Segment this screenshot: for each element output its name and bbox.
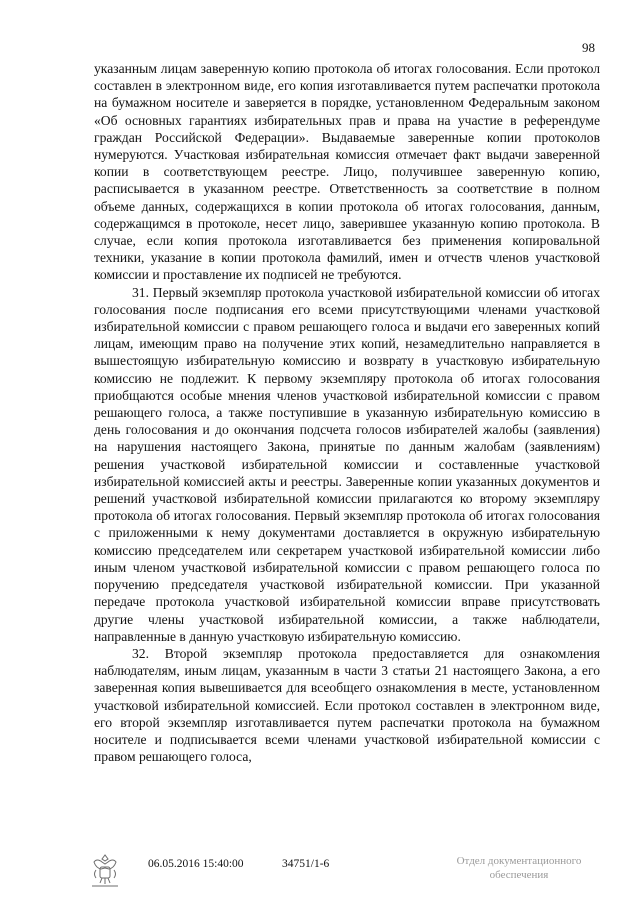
footer-datetime: 06.05.2016 15:40:00 bbox=[148, 858, 244, 870]
document-body bbox=[94, 60, 600, 765]
page-number: 98 bbox=[582, 40, 595, 55]
department-line-2: обеспечения bbox=[489, 869, 549, 881]
paragraph-32: 32. Второй экземпляр протокола предоставляется для ознакомления наблюдателям, иным лицам, указанным в части 3 статьи 21 настоящего Закона, а его заверенная копия вывешивается для всеобщего ознакомления в месте, установленном участковой избирательной комиссией. Если протокол составлен в электронном виде, его второй экземпляр изготавливается путем распечатки протокола на бумажном носителе и подписывается всеми членами участковой избирательной комиссии с правом решающего голоса, bbox=[94, 645, 600, 765]
department-line-1: Отдел документационного bbox=[456, 855, 582, 867]
paragraph-31: 31. Первый экземпляр протокола участковой избирательной комиссии об итогах голосования после подписания его всеми присутствующими членами участковой избирательной комиссии с правом решающего голоса и выдачи его заверенных копий лицам, имеющим право на получение этих копий, незамедлительно направляется в вышестоящую избирательную комиссию и возврату в участковую избирательную комиссию не подлежит. К первому экземпляру протокола об итогах голосования приобщаются особые мнения членов участковой избирательной комиссии с правом решающего голоса, а также поступившие в указанную избирательную комиссию в день голосования и до окончания подсчета голосов избирателей жалобы (заявления) на нарушения настоящего Закона, принятые по данным жалобам (заявлениям) решения участковой избирательной комиссии и составленные участковой избирательной комиссией акты и реестры. Заверенные копии указанных документов и решений участковой избирательной комиссии прилагаются ко второму экземпляру протокола об итогах голосования. Первый экземпляр протокола об итогах голосования с приложенными к нему документами доставляется в окружную избирательную комиссию председателем или секретарем участковой избирательной комиссии либо иным членом участковой избирательной комиссии с правом решающего голоса по поручению председателя участковой избирательной комиссии. При указанной передаче протокола участковой избирательной комиссии вправе присутствовать другие члены участковой избирательной комиссии, а также наблюдатели, направленные в данную участковую избирательную комиссию. bbox=[94, 284, 600, 644]
footer-document-code: 34751/1-6 bbox=[282, 858, 330, 870]
coat-of-arms-emblem-icon bbox=[88, 852, 122, 888]
footer-department-stamp bbox=[444, 854, 594, 882]
paragraph-continuation: указанным лицам заверенную копию протокола об итогах голосования. Если протокол составлен в электронном виде, его копия изготавливается путем распечатки протокола на бумажном носителе и заверяется в порядке, установленном Федеральным законом «Об основных гарантиях избирательных прав и права на участие в референдуме граждан Российской Федерации». Выдаваемые заверенные копии протоколов нумеруются. Участковая избирательная комиссия отмечает факт выдачи заверенной копии в соответствующем реестре. Лицо, получившее заверенную копию, расписывается в указанном реестре. Ответственность за соответствие в полном объеме данных, содержащихся в копии протокола об итогах голосования, данным, содержащимся в протоколе, несет лицо, заверившее указанную копию протокола. В случае, если копия протокола изготавливается без применения копировальной техники, указание в копии протокола фамилий, имен и отчеств членов участковой комиссии и проставление их подписей не требуются. bbox=[94, 61, 600, 283]
